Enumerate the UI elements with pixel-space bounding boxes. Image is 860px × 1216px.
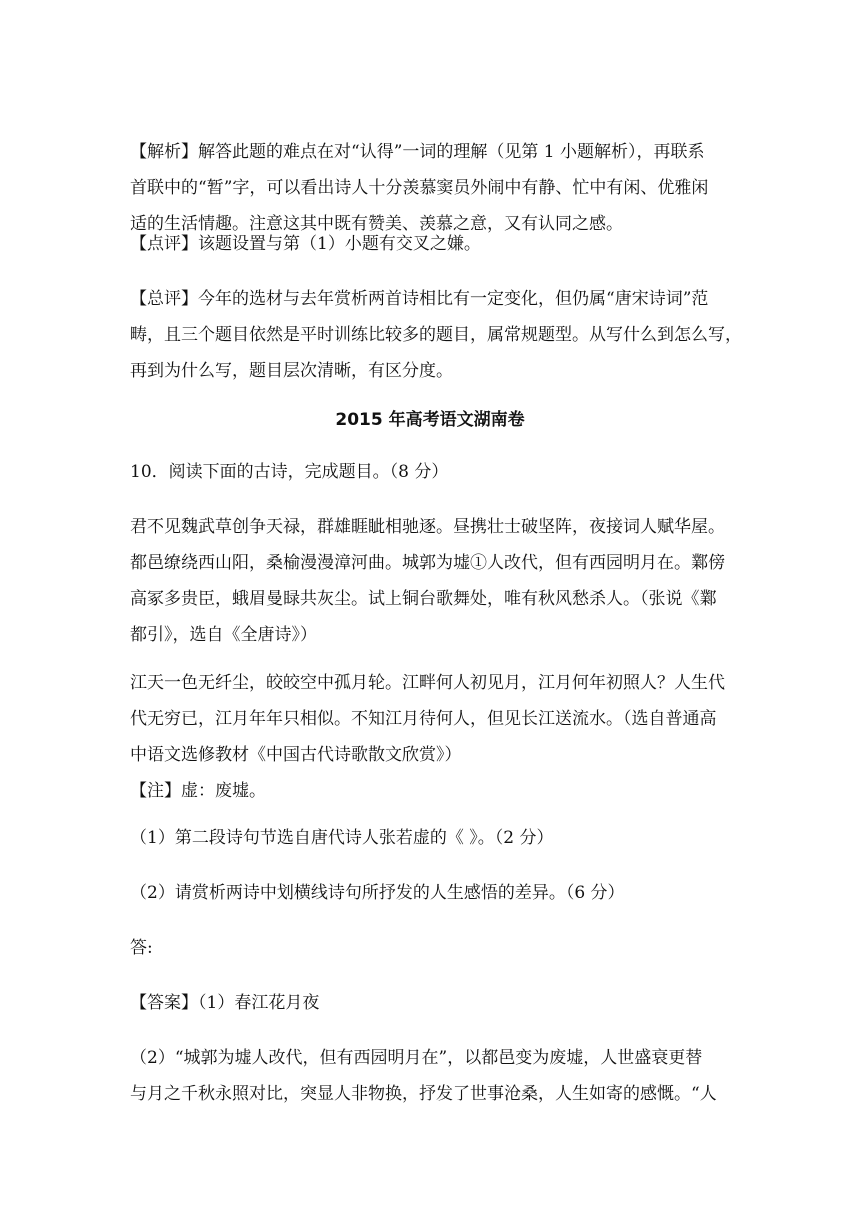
answer-one xyxy=(130,985,730,1021)
summary-paragraph xyxy=(130,281,742,389)
poem-line: 代无穷已，江月年年只相似。不知江月待何人，但见长江送流水。（选自普通高 xyxy=(130,709,717,729)
subquestion-line: （1）第二段诗句节选自唐代诗人张若虚的《 》。（2 分） xyxy=(130,828,554,848)
comment-line: 【点评】该题设置与第（1）小题有交叉之嫌。 xyxy=(130,234,481,254)
poem-two xyxy=(130,665,730,809)
question-line: 10．阅读下面的古诗，完成题目。（8 分） xyxy=(130,462,449,482)
answer-label xyxy=(130,930,730,966)
summary-line: 再到为什么写，题目层次清晰，有区分度。 xyxy=(130,361,453,381)
answer-line: 与月之千秋永照对比，突显人非物换，抒发了世事沧桑，人生如寄的感慨。“人 xyxy=(130,1084,717,1104)
poem-line: 中语文选修教材《中国古代诗歌散文欣赏》） xyxy=(130,745,462,765)
poem-line: 都引》，选自《全唐诗》） xyxy=(130,625,317,645)
note-line: 【注】虚：废墟。 xyxy=(130,781,266,801)
subquestion-one xyxy=(130,820,730,856)
section-title: 2015 年高考语文湖南卷 xyxy=(335,410,525,430)
summary-line: 畴，且三个题目依然是平时训练比较多的题目，属常规题型。从写什么到怎么写， xyxy=(130,325,742,345)
analysis-line: 适的生活情趣。注意这其中既有赞美、羡慕之意，又有认同之感。 xyxy=(130,214,623,234)
answer-line: （2）“城郭为墟人改代，但有西园明月在”，以都邑变为废墟，人世盛衰更替 xyxy=(130,1048,703,1068)
analysis-line: 【解析】解答此题的难点在对“认得”一词的理解（见第 1 小题解析），再联系 xyxy=(130,142,705,162)
poem-one xyxy=(130,509,730,653)
subquestion-line: （2）请赏析两诗中划横线诗句所抒发的人生感悟的差异。（6 分） xyxy=(130,883,625,903)
summary-line: 【总评】今年的选材与去年赏析两首诗相比有一定变化，但仍属“唐宋诗词”范 xyxy=(130,289,709,309)
answer-two xyxy=(130,1040,730,1112)
poem-line: 都邑缭绕西山阳，桑榆漫漫漳河曲。城郭为墟①人改代，但有西园明月在。鄴傍 xyxy=(130,553,725,573)
question-paragraph xyxy=(130,454,730,490)
subquestion-two xyxy=(130,875,730,911)
answer-label-line: 答: xyxy=(130,938,153,958)
comment-paragraph xyxy=(130,226,730,262)
poem-line: 高冢多贵臣，蛾眉曼睩共灰尘。试上铜台歌舞处，唯有秋风愁杀人。（张说《鄴 xyxy=(130,589,717,609)
poem-line: 江天一色无纤尘，皎皎空中孤月轮。江畔何人初见月，江月何年初照人？人生代 xyxy=(130,673,725,693)
answer-line: 【答案】（1）春江花月夜 xyxy=(130,993,320,1013)
analysis-line: 首联中的“暂”字，可以看出诗人十分羡慕窦员外闹中有静、忙中有闲、优雅闲 xyxy=(130,178,709,198)
poem-line: 君不见魏武草创争天禄，群雄睚眦相驰逐。昼携壮士破坚阵，夜接词人赋华屋。 xyxy=(130,517,725,537)
